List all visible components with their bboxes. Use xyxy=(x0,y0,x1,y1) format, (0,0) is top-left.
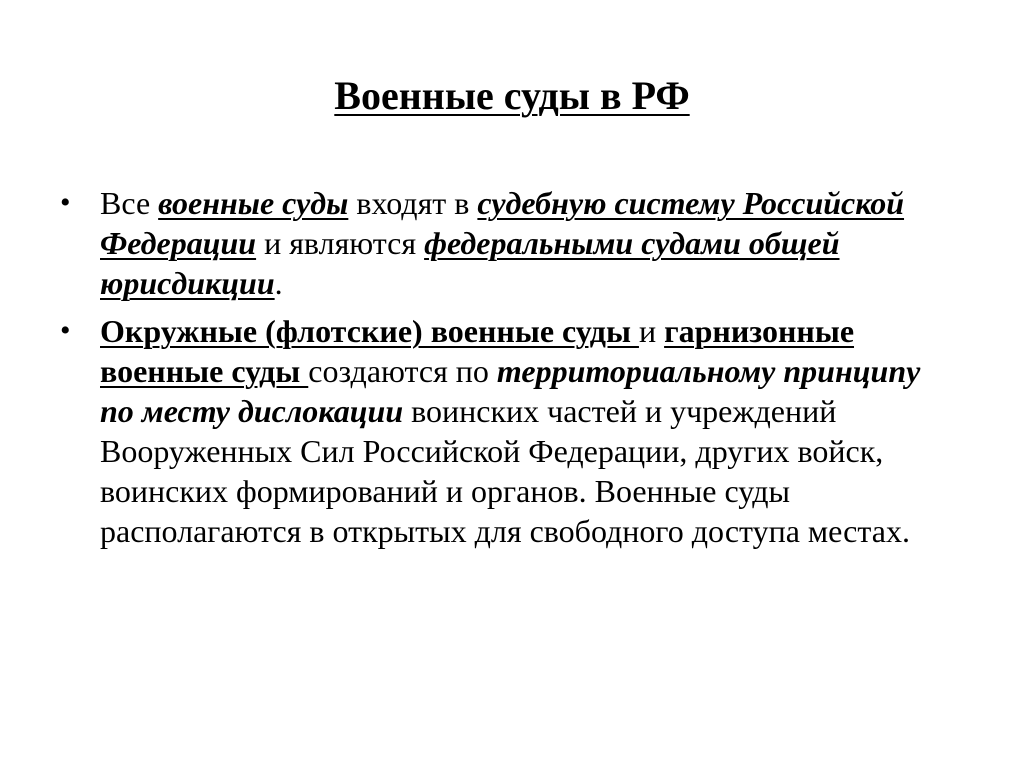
slide-title-text: Военные суды в РФ xyxy=(334,73,690,118)
bullet-text xyxy=(100,313,920,549)
text-segment: входят в xyxy=(348,185,478,221)
bullet-icon: • xyxy=(60,186,71,219)
bullet-icon: • xyxy=(60,314,71,347)
text-segment: территориальному принципу по месту дислокации xyxy=(100,353,921,429)
text-segment: создаются по xyxy=(308,353,497,389)
bullet-list xyxy=(60,183,960,559)
bullet-item xyxy=(60,183,960,303)
text-segment: Все xyxy=(100,185,159,221)
bullet-item xyxy=(60,311,960,551)
slide-title xyxy=(0,70,1024,122)
text-segment: и являются xyxy=(256,225,425,261)
bullet-text xyxy=(100,185,904,301)
text-segment: . xyxy=(274,265,283,301)
text-segment: военные суды xyxy=(158,185,349,221)
text-segment: гарнизонные военные суды xyxy=(100,313,855,389)
text-segment: федеральными судами общей юрисдикции xyxy=(100,225,840,301)
text-segment: и xyxy=(638,313,665,349)
text-segment: воинских частей и учреждений Вооруженных Сил Российской Федерации, других войск, воинских формирований и органов. Военные суды располагаются в открытых для свободного доступа местах. xyxy=(100,393,910,549)
text-segment: Окружные (флотские) военные суды xyxy=(100,313,639,349)
text-segment: судебную систему Российской Федерации xyxy=(100,185,905,261)
